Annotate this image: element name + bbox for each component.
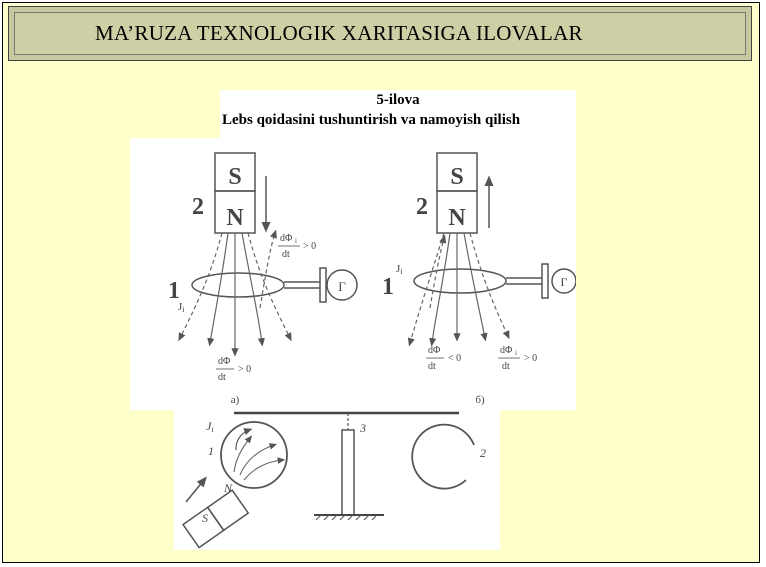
figure-caption: Lebs qoidasini tushuntirish va namoyish qilish [222,112,521,128]
panel-b-sublabel: б) [475,394,485,406]
title-frame [14,12,746,55]
galvanometer-b-label: Г [560,275,568,289]
diagram-c [174,410,500,550]
title-bar [8,6,752,61]
panel-b [382,153,576,406]
current-a-label: Ji [178,301,185,314]
formula-b-induced [498,345,537,372]
svg-text:> 0: > 0 [303,241,317,252]
svg-text:> 0: > 0 [238,364,252,375]
svg-text:dΦ: dΦ [218,356,231,367]
closed-ring-number: 1 [208,444,214,458]
magnet-c-n-label: N [224,481,233,495]
svg-text:dt: dt [428,361,436,372]
magnet-a-n-label: N [226,205,244,231]
coil-a-number: 1 [168,278,180,304]
magnet-b-s-label: S [450,164,464,190]
magnet-a-s-label: S [228,164,242,190]
panel-a [168,153,357,406]
magnet-b-number: 2 [416,194,428,220]
tilted-magnet [183,490,248,547]
magnet-c-s-label: S [202,511,208,525]
current-c-label: Ji [206,419,214,434]
svg-text:dt: dt [282,249,290,260]
svg-text:i: i [295,237,297,245]
current-b-label: Ji [396,263,403,276]
coil-b [414,269,506,293]
svg-text:dΦ: dΦ [428,345,441,356]
svg-text:dΦ: dΦ [280,233,293,244]
figure-number: 5-ilova [376,92,420,108]
svg-text:< 0: < 0 [448,353,462,364]
panel-a-sublabel: а) [230,394,240,406]
formula-b-flux [426,345,461,372]
svg-text:i: i [515,349,517,357]
svg-text:> 0: > 0 [524,353,538,364]
page-title: MA’RUZA TEXNOLOGIK XARITASIGA ILOVALAR [95,21,583,45]
figure-header [220,90,576,138]
magnet-a-number: 2 [192,194,204,220]
open-ring-number: 2 [480,446,486,460]
magnet-b-n-label: N [448,205,466,231]
stand-number: 3 [360,421,366,435]
formula-a-flux [216,356,251,383]
svg-text:dt: dt [218,372,226,383]
stand [342,430,354,515]
svg-text:dΦ: dΦ [500,345,513,356]
diagram-ab-svg [130,138,576,410]
open-ring [412,425,474,489]
formula-a-induced [278,233,316,260]
coil-b-number: 1 [382,274,394,300]
coil-a [192,273,284,297]
svg-text:dt: dt [502,361,510,372]
galvanometer-a-label: Г [338,279,346,294]
diagram-c-svg [174,410,500,550]
diagram-ab [130,138,576,410]
